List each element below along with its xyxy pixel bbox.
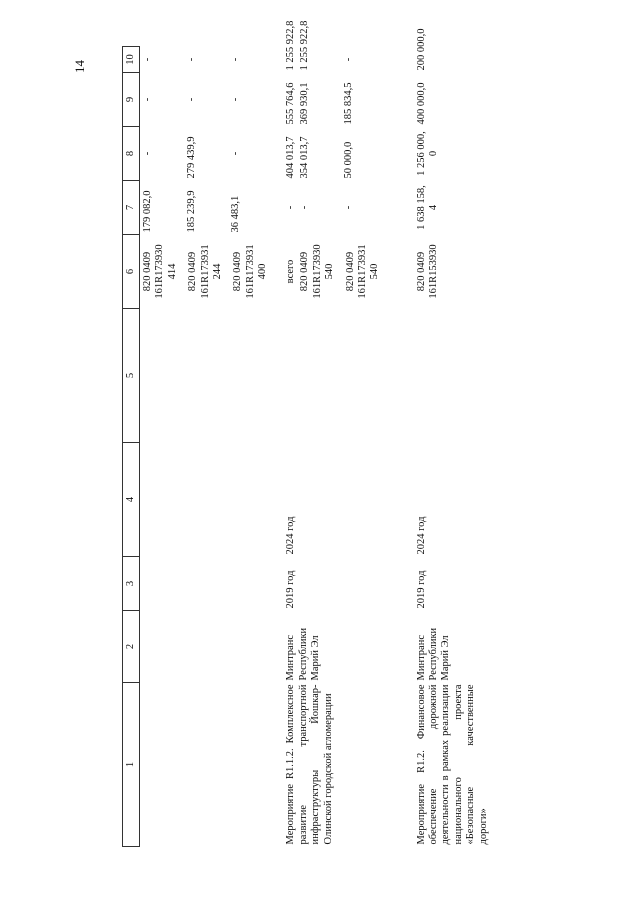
amount: -: [285, 205, 297, 210]
amount: -: [186, 57, 197, 62]
amount: 400 000,0: [415, 82, 427, 125]
row2-col7: [414, 181, 492, 235]
table-row: [414, 47, 492, 847]
amount: 1 256 000, 0: [415, 131, 439, 176]
header-row: [123, 47, 140, 847]
amount: -: [142, 97, 153, 102]
row2-col9: [414, 73, 492, 127]
amount: 354 013,7: [299, 136, 311, 179]
table-row: [140, 47, 272, 847]
amount: -: [343, 57, 355, 62]
amount: 1 255 922,8: [285, 20, 297, 71]
rotated-table-wrapper: [122, 20, 522, 847]
row0-col9: [140, 73, 272, 127]
amount: -: [230, 57, 241, 62]
row1-col9: [283, 73, 383, 127]
amount: -: [230, 97, 241, 102]
row0-col7: [140, 181, 272, 235]
amount: 404 013,7: [285, 136, 297, 179]
amount: 50 000,0: [343, 141, 355, 179]
row1-end-year: 2024 год: [285, 516, 297, 555]
row1-col6: [283, 235, 383, 309]
amount: 555 764,6: [285, 82, 297, 125]
row0-col6: [140, 235, 272, 309]
row2-measure-name: Мероприятие R1.2. Финансовое обеспечение дорожной деятельности в рамках реализации национального проекта «Безопасные качественные дороги»: [415, 684, 489, 845]
header-col-7: 7: [123, 181, 140, 235]
row1-col10: [283, 20, 383, 73]
row2-col5: [414, 309, 492, 443]
amount: -: [343, 205, 355, 210]
amount: 200 000,0: [415, 28, 427, 71]
amount: 185 834,5: [343, 82, 355, 125]
header-col-3: 3: [123, 557, 140, 611]
row0-col3: [140, 557, 272, 611]
header-col-2: 2: [123, 611, 140, 683]
table-row: [283, 47, 383, 847]
header-col-6: 6: [123, 235, 140, 309]
row2-col10: [414, 28, 492, 73]
budget-code: 820 0409 161R173930 414: [142, 244, 178, 299]
budget-code: 820 0409 161R153930: [415, 244, 439, 299]
amount: 185 239,9: [186, 190, 197, 233]
amount: -: [142, 57, 153, 62]
row0-col5: [140, 309, 272, 443]
header-col-8: 8: [123, 127, 140, 181]
budget-code: 820 0409 161R173931 540: [344, 244, 381, 299]
row0-col4: [140, 443, 272, 557]
row2-end-year: 2024 год: [415, 516, 427, 555]
amount: 369 930,1: [299, 82, 311, 125]
row2-col6: [414, 235, 492, 309]
row1-col7: [283, 181, 383, 235]
budget-code: 820 0409 161R173931 244: [187, 244, 223, 299]
header-col-5: 5: [123, 309, 140, 443]
amount: 1 255 922,8: [299, 20, 311, 71]
row1-col5: [283, 309, 383, 443]
amount: 36 483,1: [230, 195, 241, 233]
budget-code: 820 0409 161R173931 400: [232, 244, 268, 299]
row2-start-year: 2019 год: [415, 570, 427, 609]
row0-col10: [140, 47, 272, 73]
amount: 279 439,9: [186, 136, 197, 179]
row2-col8: [414, 127, 492, 181]
row0-col1: [140, 683, 272, 847]
amount: 179 082,0: [142, 190, 153, 233]
header-col-4: 4: [123, 443, 140, 557]
budget-code: 820 0409 161R173930 540: [299, 244, 336, 299]
row1-executor: Минтранс Республики Марий Эл: [285, 627, 322, 681]
amount: -: [142, 151, 153, 156]
page-number: 14: [72, 60, 87, 73]
row0-col2: [140, 611, 272, 683]
budget-code-total: всего: [285, 259, 297, 284]
header-col-10: 10: [123, 47, 140, 73]
row1-start-year: 2019 год: [285, 570, 297, 609]
row0-col8: [140, 127, 272, 181]
amount: -: [299, 205, 311, 210]
budget-table: [122, 20, 492, 847]
amount: 1 638 158, 4: [415, 185, 439, 230]
amount: -: [230, 151, 241, 156]
amount: -: [186, 97, 197, 102]
header-col-9: 9: [123, 73, 140, 127]
row2-executor: Минтранс Республики Марий Эл: [415, 627, 452, 681]
row1-col8: [283, 127, 383, 181]
row1-measure-name: Мероприятие R1.1.2. Комплексное развитие транспортной инфраструктуры Йошкар-Олинской городской агломерации: [285, 684, 334, 845]
header-col-1: 1: [123, 683, 140, 847]
